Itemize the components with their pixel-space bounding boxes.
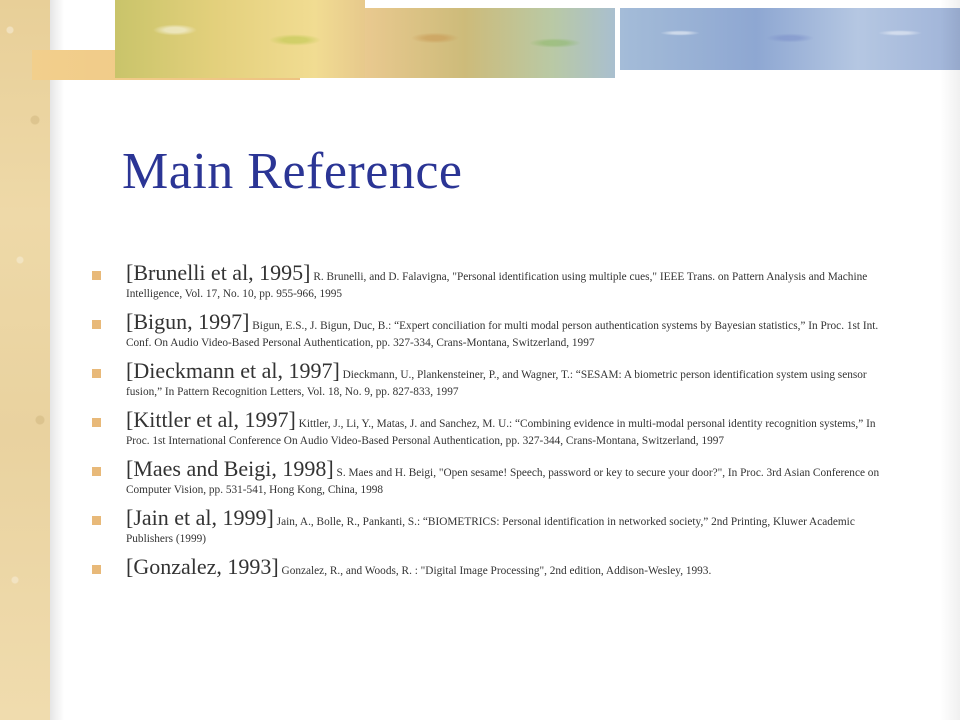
reference-tag: [Gonzalez, 1993] <box>126 554 279 579</box>
reference-text: S. Maes and H. Beigi, "Open sesame! Speech, password or key to secure your door?", In Proc. 3rd Asian Conference on Computer Vision, pp. 531-541, Hong Kong, China, 1998 <box>126 467 880 496</box>
reference-item <box>92 556 882 580</box>
reference-text: Bigun, E.S., J. Bigun, Duc, B.: “Expert conciliation for multi modal person authentication systems by Bayesian statistics,” In Proc. 1st Int. Conf. On Audio Video-Based Personal Authentication, pp. 327-334, Crans-Montana, Switzerland, 1997 <box>126 320 879 349</box>
square-bullet-icon <box>92 565 101 574</box>
reference-text: Gonzalez, R., and Woods, R. : "Digital Image Processing", 2nd edition, Addison-Wesley, 1993. <box>278 565 712 577</box>
reference-item <box>92 409 882 450</box>
left-strip-shadow <box>50 0 64 720</box>
reference-tag: [Maes and Beigi, 1998] <box>126 456 334 481</box>
square-bullet-icon <box>92 467 101 476</box>
reference-item <box>92 360 882 401</box>
banner-segment-2 <box>115 0 365 78</box>
square-bullet-icon <box>92 369 101 378</box>
reference-item <box>92 311 882 352</box>
reference-text: Kittler, J., Li, Y., Matas, J. and Sanchez, M. U.: “Combining evidence in multi-modal personal identity recognition systems,” In Proc. 1st International Conference On Audio Video-Based Personal Authentication, pp. 327-344, Crans-Montana, Switzerland, 1997 <box>126 418 876 447</box>
reference-item <box>92 507 882 548</box>
square-bullet-icon <box>92 516 101 525</box>
left-texture-strip <box>0 0 50 720</box>
reference-tag: [Jain et al, 1999] <box>126 505 274 530</box>
slide-title: Main Reference <box>122 143 463 200</box>
reference-tag: [Bigun, 1997] <box>126 309 250 334</box>
reference-tag: [Brunelli et al, 1995] <box>126 260 311 285</box>
reference-text: Dieckmann, U., Plankensteiner, P., and Wagner, T.: “SESAM: A biometric person identification system using sensor fusion,” In Pattern Recognition Letters, Vol. 18, No. 9, pp. 827-833, 1997 <box>126 369 867 398</box>
reference-text: Jain, A., Bolle, R., Pankanti, S.: “BIOMETRICS: Personal identification in networked society,” 2nd Printing, Kluwer Academic Publishers (1999) <box>126 516 855 545</box>
reference-text: R. Brunelli, and D. Falavigna, "Personal identification using multiple cues," IEEE Trans. on Pattern Analysis and Machine Intelligence, Vol. 17, No. 10, pp. 955-966, 1995 <box>126 271 868 300</box>
square-bullet-icon <box>92 418 101 427</box>
banner-segment-3 <box>365 8 615 78</box>
reference-tag: [Kittler et al, 1997] <box>126 407 296 432</box>
right-edge-shadow <box>940 0 960 720</box>
square-bullet-icon <box>92 320 101 329</box>
reference-item <box>92 262 882 303</box>
banner-segment-4 <box>620 8 960 70</box>
reference-item <box>92 458 882 499</box>
square-bullet-icon <box>92 271 101 280</box>
reference-list <box>92 262 882 588</box>
reference-tag: [Dieckmann et al, 1997] <box>126 358 340 383</box>
